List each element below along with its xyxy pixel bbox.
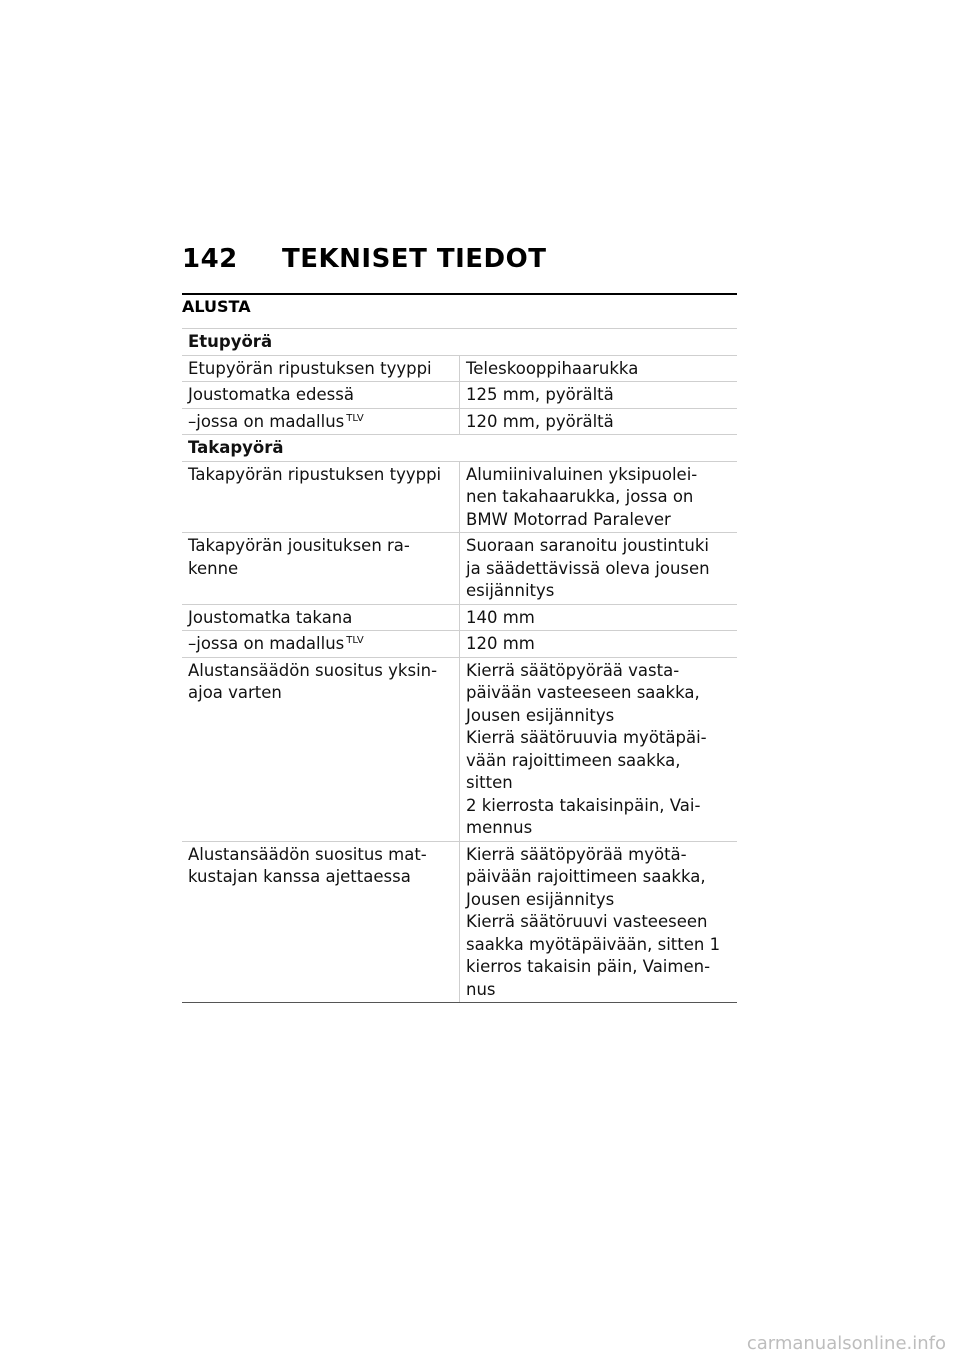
spec-value: 140 mm — [460, 604, 738, 631]
section-title: ALUSTA — [182, 297, 251, 316]
table-row — [182, 355, 737, 382]
value-line: päivään rajoittimeen saakka, — [466, 867, 706, 886]
spec-label: Etupyörän ripustuksen tyyppi — [182, 355, 460, 382]
label-line: kenne — [188, 558, 239, 578]
spec-value — [460, 657, 738, 841]
footnote-mark: TLV — [346, 412, 364, 424]
value-line: Kierrä säätöruuvi vasteeseen — [466, 912, 708, 931]
value-line: päivään vasteeseen saakka, — [466, 683, 700, 702]
spec-label — [182, 631, 460, 658]
spec-value: 125 mm, pyörältä — [460, 382, 738, 409]
value-line: Kierrä säätöpyörää vasta- — [466, 660, 680, 680]
spec-value: 120 mm — [460, 631, 738, 658]
label-line: Alustansäädön suositus yksin- — [188, 660, 438, 680]
value-line: vään rajoittimeen saakka, sitten — [466, 750, 681, 792]
spec-label — [182, 657, 460, 841]
value-line: saakka myötäpäivään, sitten 1 — [466, 934, 721, 954]
table-row — [182, 408, 737, 435]
table-row — [182, 533, 737, 605]
table-row — [182, 604, 737, 631]
label-line: ajoa varten — [188, 683, 282, 702]
table-row — [182, 631, 737, 658]
page-header — [182, 244, 546, 274]
table-row — [182, 461, 737, 533]
spec-label: Takapyörän ripustuksen tyyppi — [182, 461, 460, 533]
value-line: kierros takaisin päin, Vaimen- — [466, 957, 711, 976]
spec-label — [182, 841, 460, 1003]
spec-label — [182, 533, 460, 605]
table-row — [182, 657, 737, 841]
watermark-text: carmanualsonline.info — [746, 1333, 946, 1354]
spec-label: Joustomatka edessä — [182, 382, 460, 409]
value-line: 2 kierrosta takaisinpäin, Vai- — [466, 795, 701, 815]
value-line: Suoraan saranoitu joustintuki — [466, 536, 709, 555]
value-line: BMW Motorrad Paralever — [466, 509, 671, 529]
value-line: Jousen esijännitys — [466, 889, 615, 909]
group-header-front — [182, 329, 737, 356]
spec-value: 120 mm, pyörältä — [460, 408, 738, 435]
value-line: Kierrä säätöruuvia myötäpäi- — [466, 728, 707, 747]
chapter-title: TEKNISET TIEDOT — [282, 244, 547, 274]
footnote-mark: TLV — [346, 635, 364, 646]
value-line: mennus — [466, 818, 533, 837]
spec-value — [460, 533, 738, 605]
group-title: Etupyörä — [182, 329, 737, 356]
spec-label-text: –jossa on madallus — [188, 411, 345, 431]
label-line: kustajan kanssa ajettaessa — [188, 867, 411, 886]
value-line: esijännitys — [466, 581, 555, 600]
section-rule — [182, 293, 737, 295]
value-line: Kierrä säätöpyörää myötä- — [466, 844, 687, 864]
value-line: Alumiinivaluinen yksipuolei- — [466, 464, 698, 484]
table-row — [182, 841, 737, 1003]
spec-table — [182, 328, 737, 1003]
spec-value: Teleskooppihaarukka — [460, 355, 738, 382]
spec-label — [182, 408, 460, 435]
value-line: ja säädettävissä oleva jousen — [466, 558, 710, 578]
value-line: Jousen esijännitys — [466, 705, 615, 725]
group-title: Takapyörä — [182, 435, 737, 462]
spec-label: Joustomatka takana — [182, 604, 460, 631]
group-header-rear — [182, 435, 737, 462]
spec-value — [460, 461, 738, 533]
value-line: nen takahaarukka, jossa on — [466, 487, 694, 506]
spec-label-text: –jossa on madallus — [188, 634, 345, 653]
spec-value — [460, 841, 738, 1003]
table-row — [182, 382, 737, 409]
value-line: nus — [466, 979, 496, 999]
page-number: 142 — [182, 244, 238, 274]
label-line: Takapyörän jousituksen ra- — [188, 536, 410, 555]
label-line: Alustansäädön suositus mat- — [188, 844, 427, 864]
